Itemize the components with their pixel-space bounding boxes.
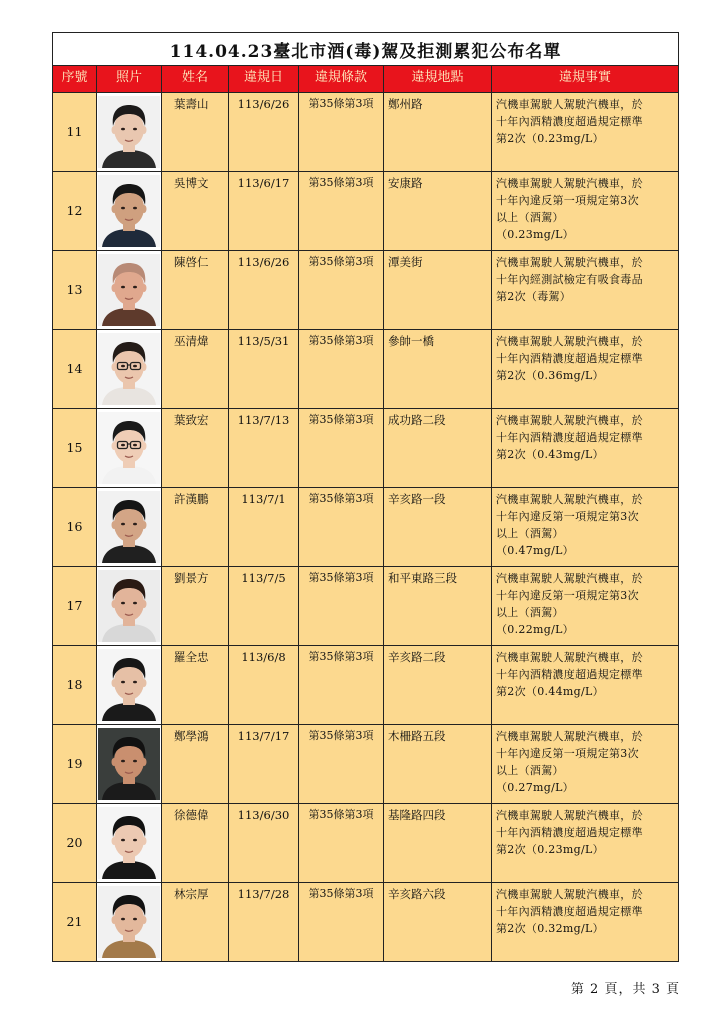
row-name: 羅全忠 [162, 646, 229, 725]
row-place: 安康路 [384, 172, 492, 251]
row-fact-line: 第2次（0.36mg/L） [496, 369, 604, 382]
row-fact-line: 以上（酒駕） [496, 606, 564, 619]
row-photo [97, 488, 162, 567]
row-article: 第35條第3項 [299, 488, 384, 567]
row-fact-line: 汽機車駕駛人駕駛汽機車，於 [496, 651, 643, 664]
row-fact [492, 725, 679, 804]
row-place: 辛亥路二段 [384, 646, 492, 725]
row-date: 113/7/17 [229, 725, 299, 804]
row-name: 巫清煒 [162, 330, 229, 409]
table-row [53, 251, 679, 330]
row-seq: 20 [53, 804, 97, 883]
row-seq: 21 [53, 883, 97, 962]
row-fact [492, 172, 679, 251]
table-row [53, 172, 679, 251]
column-header-fact: 違規事實 [492, 66, 679, 93]
row-fact-line: 以上（酒駕） [496, 211, 564, 224]
row-place: 潭美街 [384, 251, 492, 330]
row-article: 第35條第3項 [299, 93, 384, 172]
row-date: 113/7/1 [229, 488, 299, 567]
row-name: 林宗厚 [162, 883, 229, 962]
row-name: 葉致宏 [162, 409, 229, 488]
portrait-photo [98, 728, 160, 800]
page-number: 第 2 頁，共 3 頁 [570, 982, 680, 997]
row-seq: 11 [53, 93, 97, 172]
table-row [53, 330, 679, 409]
row-seq: 13 [53, 251, 97, 330]
row-photo [97, 251, 162, 330]
row-seq: 14 [53, 330, 97, 409]
row-name: 葉壽山 [162, 93, 229, 172]
row-fact-line: 第2次（0.44mg/L） [496, 685, 604, 698]
row-photo [97, 330, 162, 409]
row-date: 113/5/31 [229, 330, 299, 409]
column-header-row [53, 66, 679, 93]
row-photo [97, 93, 162, 172]
row-fact [492, 330, 679, 409]
row-fact-line: 十年內酒精濃度超過規定標準 [496, 352, 643, 365]
table-row [53, 646, 679, 725]
row-place: 成功路二段 [384, 409, 492, 488]
table-row [53, 409, 679, 488]
row-date: 113/6/30 [229, 804, 299, 883]
row-seq: 19 [53, 725, 97, 804]
row-seq: 16 [53, 488, 97, 567]
table-row [53, 567, 679, 646]
column-header-date: 違規日 [229, 66, 299, 93]
row-place: 和平東路三段 [384, 567, 492, 646]
row-photo [97, 883, 162, 962]
row-article: 第35條第3項 [299, 172, 384, 251]
row-article: 第35條第3項 [299, 567, 384, 646]
row-place: 辛亥路一段 [384, 488, 492, 567]
row-fact-line: 汽機車駕駛人駕駛汽機車，於 [496, 888, 643, 901]
row-fact [492, 646, 679, 725]
row-name: 徐德偉 [162, 804, 229, 883]
row-fact [492, 93, 679, 172]
column-header-seq: 序號 [53, 66, 97, 93]
row-seq: 17 [53, 567, 97, 646]
table-row [53, 883, 679, 962]
row-fact-line: 十年內酒精濃度超過規定標準 [496, 668, 643, 681]
portrait-photo [98, 254, 160, 326]
row-fact [492, 883, 679, 962]
row-fact-line: （0.47mg/L） [496, 544, 574, 557]
row-seq: 15 [53, 409, 97, 488]
row-fact-line: 十年內違反第一項規定第3次 [496, 510, 639, 523]
row-fact-line: 汽機車駕駛人駕駛汽機車，於 [496, 809, 643, 822]
row-fact-line: 汽機車駕駛人駕駛汽機車，於 [496, 335, 643, 348]
row-fact [492, 409, 679, 488]
row-photo [97, 409, 162, 488]
row-fact-line: 十年內違反第一項規定第3次 [496, 589, 639, 602]
row-fact-line: 第2次（毒駕） [496, 290, 572, 303]
row-fact-line: 十年內酒精濃度超過規定標準 [496, 115, 643, 128]
portrait-photo [98, 333, 160, 405]
row-fact-line: 十年內經測試檢定有吸食毒品 [496, 273, 643, 286]
row-fact-line: 第2次（0.32mg/L） [496, 922, 604, 935]
row-date: 113/6/17 [229, 172, 299, 251]
row-seq: 18 [53, 646, 97, 725]
portrait-photo [98, 412, 160, 484]
row-fact-line: （0.23mg/L） [496, 228, 574, 241]
row-fact-line: 十年內違反第一項規定第3次 [496, 747, 639, 760]
row-fact-line: 汽機車駕駛人駕駛汽機車，於 [496, 493, 643, 506]
row-photo [97, 646, 162, 725]
portrait-photo [98, 491, 160, 563]
portrait-photo [98, 807, 160, 879]
row-date: 113/6/26 [229, 93, 299, 172]
row-article: 第35條第3項 [299, 646, 384, 725]
row-place: 基隆路四段 [384, 804, 492, 883]
roster-table [52, 32, 679, 962]
row-fact-line: 以上（酒駕） [496, 764, 564, 777]
row-place: 參帥一橋 [384, 330, 492, 409]
row-article: 第35條第3項 [299, 330, 384, 409]
row-fact-line: 十年內違反第一項規定第3次 [496, 194, 639, 207]
row-fact-line: 以上（酒駕） [496, 527, 564, 540]
row-article: 第35條第3項 [299, 409, 384, 488]
portrait-photo [98, 570, 160, 642]
row-place: 鄭州路 [384, 93, 492, 172]
row-fact-line: 第2次（0.23mg/L） [496, 843, 604, 856]
row-fact-line: （0.22mg/L） [496, 623, 574, 636]
column-header-photo: 照片 [97, 66, 162, 93]
row-fact-line: 十年內酒精濃度超過規定標準 [496, 905, 643, 918]
row-date: 113/6/26 [229, 251, 299, 330]
row-fact-line: 第2次（0.23mg/L） [496, 132, 604, 145]
row-fact-line: 汽機車駕駛人駕駛汽機車，於 [496, 730, 643, 743]
portrait-photo [98, 175, 160, 247]
row-fact [492, 804, 679, 883]
row-fact [492, 567, 679, 646]
row-article: 第35條第3項 [299, 251, 384, 330]
page-footer [571, 978, 680, 997]
row-fact-line: 十年內酒精濃度超過規定標準 [496, 826, 643, 839]
row-article: 第35條第3項 [299, 804, 384, 883]
table-row [53, 488, 679, 567]
row-seq: 12 [53, 172, 97, 251]
row-fact-line: 汽機車駕駛人駕駛汽機車，於 [496, 256, 643, 269]
table-row [53, 93, 679, 172]
row-photo [97, 172, 162, 251]
row-fact-line: （0.27mg/L） [496, 781, 574, 794]
row-fact-line: 汽機車駕駛人駕駛汽機車，於 [496, 177, 643, 190]
row-photo [97, 725, 162, 804]
row-article: 第35條第3項 [299, 883, 384, 962]
row-name: 吳博文 [162, 172, 229, 251]
row-article: 第35條第3項 [299, 725, 384, 804]
portrait-photo [98, 886, 160, 958]
row-place: 木柵路五段 [384, 725, 492, 804]
column-header-name: 姓名 [162, 66, 229, 93]
row-date: 113/7/5 [229, 567, 299, 646]
row-date: 113/7/13 [229, 409, 299, 488]
row-fact [492, 488, 679, 567]
portrait-photo [98, 96, 160, 168]
roster-sheet [52, 32, 678, 962]
row-date: 113/6/8 [229, 646, 299, 725]
table-row [53, 725, 679, 804]
row-fact-line: 第2次（0.43mg/L） [496, 448, 604, 461]
row-fact-line: 汽機車駕駛人駕駛汽機車，於 [496, 572, 643, 585]
row-place: 辛亥路六段 [384, 883, 492, 962]
row-name: 許漢鵬 [162, 488, 229, 567]
table-row [53, 804, 679, 883]
column-header-place: 違規地點 [384, 66, 492, 93]
roster-body [53, 93, 679, 962]
row-fact-line: 十年內酒精濃度超過規定標準 [496, 431, 643, 444]
column-header-article: 違規條款 [299, 66, 384, 93]
row-name: 鄭學鴻 [162, 725, 229, 804]
row-date: 113/7/28 [229, 883, 299, 962]
row-photo [97, 567, 162, 646]
row-fact-line: 汽機車駕駛人駕駛汽機車，於 [496, 98, 643, 111]
document-title: 114.04.23臺北市酒(毒)駕及拒測累犯公布名單 [53, 33, 679, 66]
row-name: 劉景方 [162, 567, 229, 646]
row-name: 陳啓仁 [162, 251, 229, 330]
row-photo [97, 804, 162, 883]
row-fact-line: 汽機車駕駛人駕駛汽機車，於 [496, 414, 643, 427]
row-fact [492, 251, 679, 330]
portrait-photo [98, 649, 160, 721]
